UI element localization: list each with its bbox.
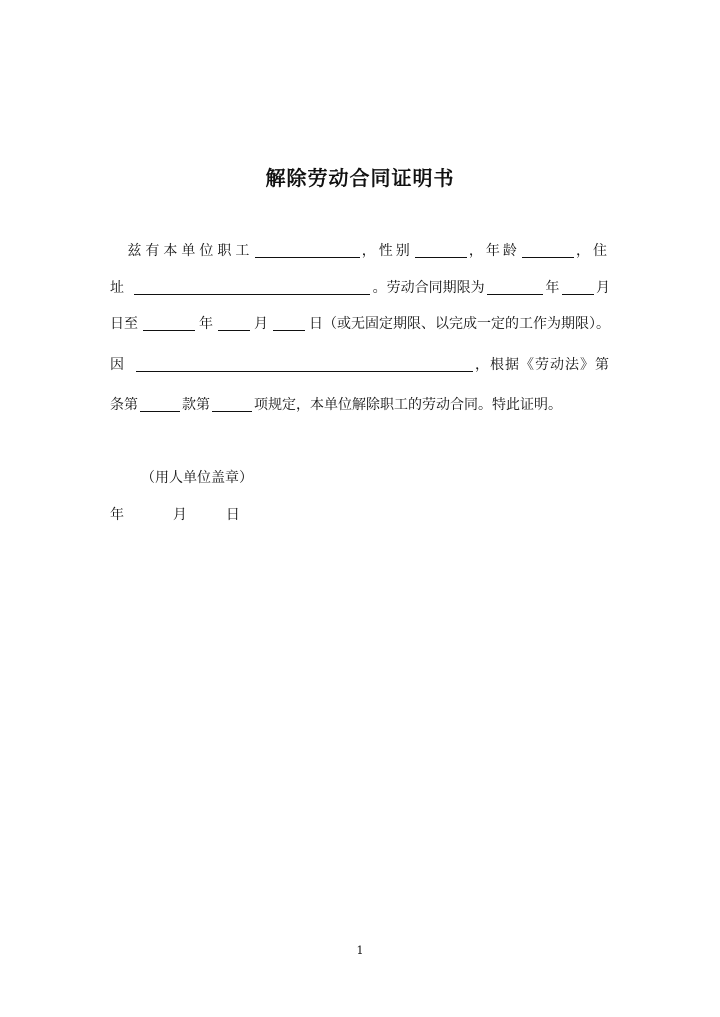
paragraph-line-3 xyxy=(110,313,610,335)
document-title: 解除劳动合同证明书 xyxy=(265,166,455,190)
blank-gender[interactable] xyxy=(415,243,467,258)
blank-clause[interactable] xyxy=(140,397,180,412)
text-address-label-start: ，住 xyxy=(576,243,611,259)
text-contract-term-label: 。劳动合同期限为 xyxy=(372,280,485,296)
blank-end-day[interactable] xyxy=(273,316,305,331)
text-age-label: ，年龄 xyxy=(468,243,520,259)
blank-reason[interactable] xyxy=(136,357,473,372)
date-month-label: 月 xyxy=(172,507,187,523)
text-clause-label: 款第 xyxy=(182,397,210,413)
paragraph-line-4 xyxy=(110,354,610,376)
text-year-1: 年 xyxy=(545,280,560,296)
blank-item[interactable] xyxy=(212,397,252,412)
text-month-1: 月 xyxy=(595,280,610,296)
page-number: 1 xyxy=(356,944,364,957)
text-employee-intro: 兹有本单位职工 xyxy=(127,243,254,259)
blank-age[interactable] xyxy=(522,243,574,258)
blank-address[interactable] xyxy=(134,280,370,295)
blank-employee-name[interactable] xyxy=(255,243,359,258)
text-day-to: 日至 xyxy=(110,316,138,332)
blank-start-year[interactable] xyxy=(487,280,543,295)
blank-end-year[interactable] xyxy=(143,316,195,331)
text-reason-label: 因 xyxy=(110,357,124,373)
paragraph-line-2 xyxy=(110,277,610,299)
text-month-2: 月 xyxy=(254,316,268,332)
blank-start-month[interactable] xyxy=(562,280,594,295)
text-labor-law-ref: ，根据《劳动法》第 xyxy=(475,357,610,373)
paragraph-line-1 xyxy=(110,240,610,262)
employer-seal-label: （用人单位盖章） xyxy=(141,470,253,486)
date-line xyxy=(110,504,240,526)
date-day-label: 日 xyxy=(225,507,240,523)
blank-end-month[interactable] xyxy=(218,316,250,331)
text-year-2: 年 xyxy=(199,316,213,332)
text-article-label: 条第 xyxy=(110,397,138,413)
text-gender-label: ，性别 xyxy=(361,243,413,259)
text-term-note: 日（或无固定期限、以完成一定的工作为期限）。 xyxy=(309,316,610,332)
text-address-label-end: 址 xyxy=(110,280,124,296)
text-termination-statement: 项规定，本单位解除职工的劳动合同。特此证明。 xyxy=(254,397,562,413)
paragraph-line-5 xyxy=(110,394,610,416)
date-year-label: 年 xyxy=(110,507,124,523)
